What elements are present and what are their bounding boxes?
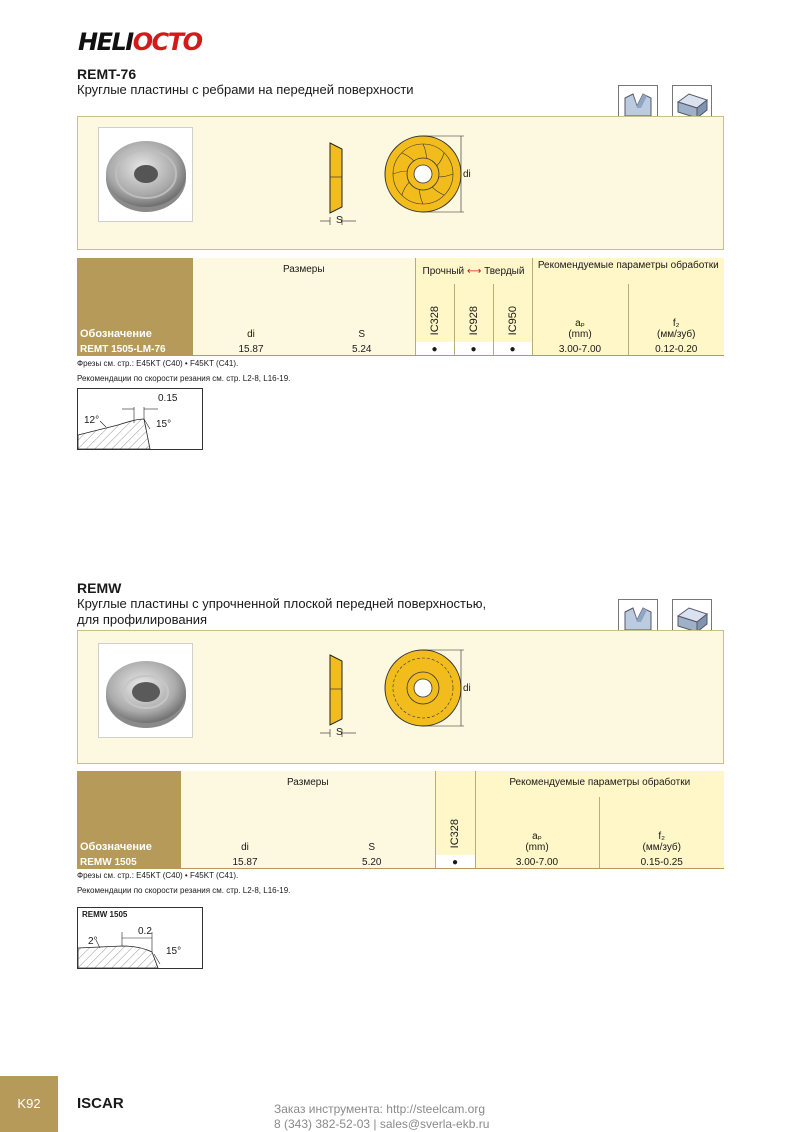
remw-spec-table	[77, 771, 724, 869]
remw-row-ap: 3.00-7.00	[475, 855, 599, 868]
remw-row-ic328: ●	[435, 855, 475, 868]
remw-note-cutters: Фрезы см. стр.: E45KT (C40) • F45KT (C41).	[77, 871, 239, 880]
remt-col-di: di	[193, 284, 309, 342]
remw-col-designation: Обозначение	[77, 771, 181, 855]
remt-ap-label: aₚ	[575, 318, 585, 329]
remt-title: REMT-76	[77, 66, 137, 82]
remt-drawing-panel	[77, 116, 724, 250]
remt-grade-scale	[415, 258, 532, 284]
table-row	[77, 342, 724, 355]
footer-order-line: Заказ инструмента: http://steelcam.org	[274, 1102, 486, 1116]
remt-grade-ic328: IC328	[428, 305, 441, 335]
remw-row-s: 5.20	[309, 855, 435, 868]
remt-spec-table	[77, 258, 724, 356]
logo-part-octo: OCTO	[132, 28, 202, 56]
remt-row-s: 5.24	[309, 342, 415, 355]
remt-row-ic328: ●	[415, 342, 454, 355]
remt-note-speed: Рекомендации по скорости резания см. стр. L2-8, L16-19.	[77, 374, 291, 383]
remt-row-ap: 3.00-7.00	[532, 342, 628, 355]
remw-note-speed: Рекомендации по скорости резания см. стр. L2-8, L16-19.	[77, 886, 291, 895]
remw-group-params: Рекомендуемые параметры обработки	[475, 771, 724, 797]
remw-top-view	[378, 646, 488, 736]
remw-subtitle-line1: Круглые пластины с упрочненной плоской передней поверхностью,	[77, 596, 487, 611]
footer-brand: ISCAR	[77, 1095, 124, 1112]
remw-fz-label: f₂	[658, 831, 666, 842]
remt-dim-s: S	[336, 215, 343, 226]
remt-grade-ic928: IC928	[467, 305, 480, 335]
remt-row-fz: 0.12-0.20	[628, 342, 724, 355]
remt-insert-photo	[98, 127, 193, 222]
remw-row-designation: REMW 1505	[77, 855, 181, 868]
remt-fz-unit: (мм/зуб)	[656, 329, 696, 340]
remt-row-di: 15.87	[193, 342, 309, 355]
remt-col-ap	[532, 284, 628, 342]
remt-top-view	[378, 132, 488, 222]
remw-row-fz: 0.15-0.25	[599, 855, 724, 868]
remw-ap-unit: (mm)	[525, 842, 549, 853]
remw-col-ap	[475, 797, 599, 855]
remw-insert-photo	[98, 643, 193, 738]
remw-detail-angle1: 2°	[88, 936, 98, 947]
remw-detail-angle2: 15°	[166, 946, 182, 957]
remt-detail-width: 0.15	[158, 393, 178, 404]
remw-dim-s: S	[336, 727, 343, 738]
remw-group-dimensions: Размеры	[181, 771, 435, 797]
remt-group-dimensions: Размеры	[193, 258, 415, 284]
remw-fz-unit: (мм/зуб)	[642, 842, 681, 853]
remt-group-params: Рекомендуемые параметры обработки	[532, 258, 724, 284]
remw-dim-di: di	[463, 683, 471, 694]
remt-dim-di: di	[463, 169, 471, 180]
remt-grade-left: Прочный	[422, 265, 465, 277]
remw-row-di: 15.87	[181, 855, 309, 868]
remt-detail-angle2: 15°	[156, 419, 172, 430]
page-number-tab: K92	[0, 1076, 58, 1132]
remw-detail-label: REMW 1505	[82, 910, 128, 919]
remw-col-di: di	[181, 797, 309, 855]
logo-part-heli: HELI	[78, 28, 133, 56]
remt-detail-angle1: 12°	[84, 415, 100, 426]
remw-title: REMW	[77, 580, 122, 596]
remt-note-cutters: Фрезы см. стр.: E45KT (C40) • F45KT (C41).	[77, 359, 239, 368]
remw-subtitle-line2: для профилирования	[77, 612, 208, 627]
remt-col-s: S	[309, 284, 415, 342]
remt-grade-arrow-icon: ⟷	[466, 265, 482, 277]
remw-detail-width: 0.2	[138, 926, 152, 937]
remw-ap-label: aₚ	[532, 831, 542, 842]
remt-row-ic950: ●	[493, 342, 532, 355]
remt-grade-ic950: IC950	[506, 305, 519, 335]
heliocto-logo	[78, 28, 202, 56]
remw-col-s: S	[309, 797, 435, 855]
footer-contact-line: 8 (343) 382-52-03 | sales@sverla-ekb.ru	[274, 1117, 490, 1131]
remt-fz-label: f₂	[672, 318, 680, 329]
remw-edge-detail	[77, 907, 203, 969]
remt-ap-unit: (mm)	[568, 329, 592, 340]
remw-drawing-panel	[77, 630, 724, 764]
remt-edge-detail	[77, 388, 203, 450]
remt-row-ic928: ●	[454, 342, 493, 355]
remt-row-designation: REMT 1505-LM-76	[77, 342, 193, 355]
remt-subtitle: Круглые пластины с ребрами на передней поверхности	[77, 82, 414, 97]
table-row	[77, 855, 724, 868]
remt-grade-right: Твердый	[484, 265, 525, 277]
remw-col-fz	[599, 797, 724, 855]
remt-col-designation: Обозначение	[77, 258, 193, 342]
remw-grade-ic328: IC328	[449, 818, 461, 848]
remt-col-fz	[628, 284, 724, 342]
